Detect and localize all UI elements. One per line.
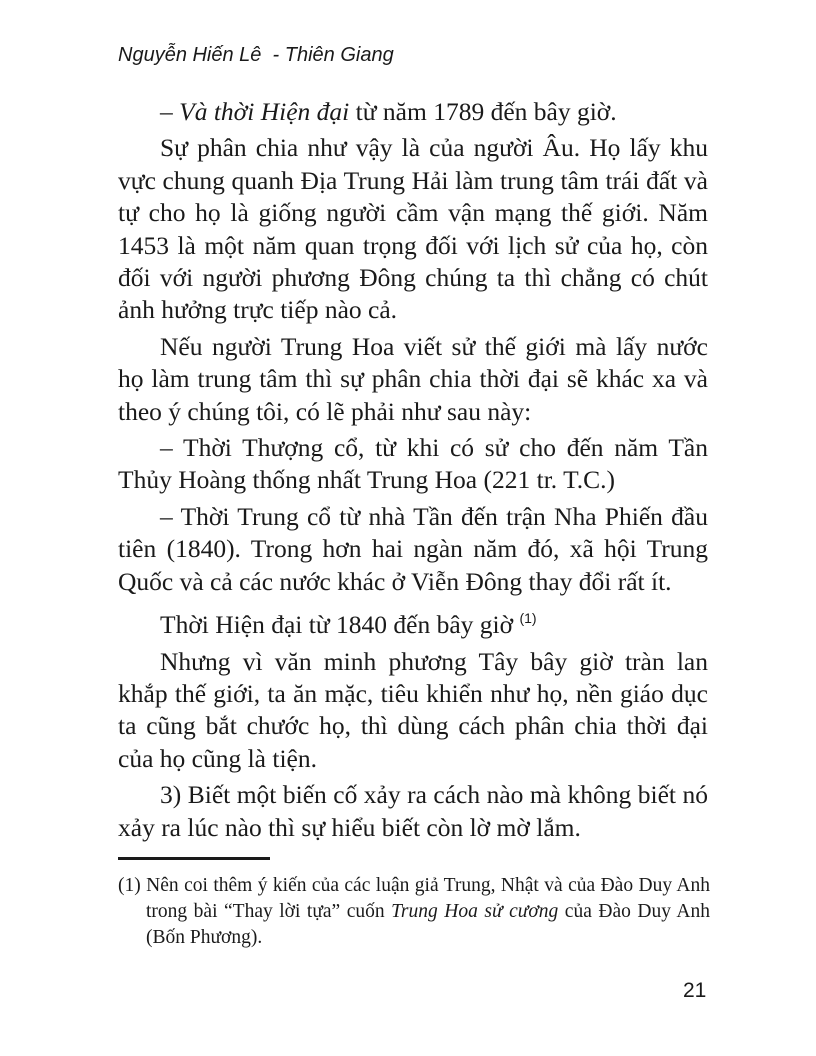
- running-header: Nguyễn Hiến Lê - Thiên Giang: [118, 44, 394, 66]
- paragraph-text: Thời Hiện đại từ 1840 đến bây giờ: [160, 610, 520, 640]
- body-text: [118, 96, 708, 844]
- footnote-book-title: Trung Hoa sử cương: [391, 901, 559, 922]
- paragraph: – Thời Trung cổ từ nhà Tần đến trận Nha Phiến đầu tiên (1840). Trong hơn hai ngàn năm đó, xã hội Trung Quốc và cả các nước khác ở Viễn Đông thay đổi rất ít.: [118, 501, 708, 596]
- footnote: [118, 873, 710, 951]
- footnote-reference[interactable]: (1): [519, 610, 537, 627]
- footnote-text: Nên coi thêm ý kiến của các luận giả Trung, Nhật và của Đào Duy Anh trong bài “Thay lời tựa” cuốn: [146, 875, 710, 922]
- paragraph: [118, 602, 708, 641]
- paragraph-text: từ năm 1789 đến bây giờ.: [349, 97, 617, 126]
- paragraph: Nhưng vì văn minh phương Tây bây giờ tràn lan khắp thế giới, ta ăn mặc, tiêu khiển như họ, nền giáo dục ta cũng bắt chước họ, thì dùng cách phân chia thời đại của họ cũng là tiện.: [118, 646, 708, 773]
- paragraph: [118, 96, 708, 128]
- paragraph: Sự phân chia như vậy là của người Âu. Họ lấy khu vực chung quanh Địa Trung Hải làm trung tâm trái đất và tự cho họ là giống người cầm vận mạng thế giới. Năm 1453 là một năm quan trọng đối với lịch sử của họ, còn đối với người phương Đông chúng ta thì chẳng có chút ảnh hưởng trực tiếp nào cả.: [118, 133, 708, 325]
- footnote-divider: [118, 857, 270, 860]
- page-number: 21: [683, 979, 707, 1002]
- italic-phrase: Và thời Hiện đại: [179, 97, 350, 126]
- paragraph: Nếu người Trung Hoa viết sử thế giới mà lấy nước họ làm trung tâm thì sự phân chia thời đại sẽ khác xa và theo ý chúng tôi, có lẽ phải như sau này:: [118, 331, 708, 426]
- dash: –: [160, 97, 180, 126]
- footnote-text-end: của Đào Duy Anh (Bốn Phương).: [146, 901, 710, 948]
- paragraph: – Thời Thượng cổ, từ khi có sử cho đến năm Tần Thủy Hoàng thống nhất Trung Hoa (221 tr. T.C.): [118, 433, 708, 495]
- paragraph: 3) Biết một biến cố xảy ra cách nào mà không biết nó xảy ra lúc nào thì sự hiểu biết còn lờ mờ lắm.: [118, 780, 708, 842]
- footnote-marker: (1): [118, 875, 147, 896]
